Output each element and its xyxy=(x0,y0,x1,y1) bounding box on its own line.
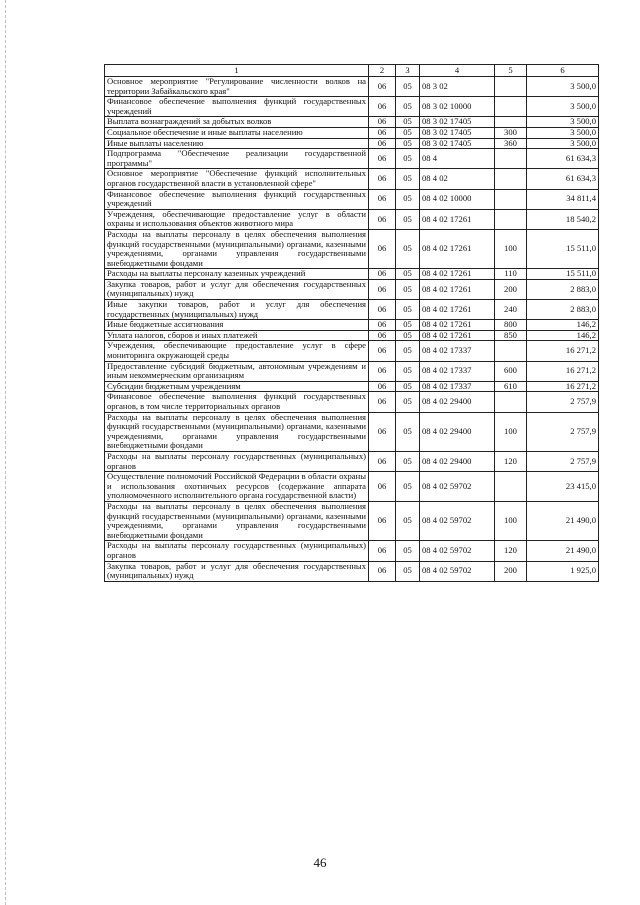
expense-type-code xyxy=(495,392,527,412)
amount: 3 500,0 xyxy=(527,77,599,97)
item-name: Расходы на выплаты персоналу государственных (муниципальных) органов xyxy=(105,541,369,561)
item-name: Осуществление полномочий Российской Федерации в области охраны и использования охотничьих ресурсов (содержание аппарата уполномоченного исполнительного органа государственной власти) xyxy=(105,472,369,502)
amount: 3 500,0 xyxy=(527,117,599,128)
subsection-code: 05 xyxy=(396,169,420,189)
expense-type-code xyxy=(495,341,527,361)
target-article-code: 08 4 02 17261 xyxy=(420,300,495,320)
page-edge xyxy=(5,0,6,905)
section-code: 06 xyxy=(369,341,396,361)
table-row xyxy=(105,77,599,97)
target-article-code: 08 4 02 xyxy=(420,169,495,189)
section-code: 06 xyxy=(369,320,396,331)
item-name: Расходы на выплаты персоналу в целях обеспечения выполнения функций государственными (муниципальными) органами, казенными учреждениями, органами управления государственными внебюджетными фондами xyxy=(105,501,369,540)
section-code: 06 xyxy=(369,330,396,341)
target-article-code: 08 3 02 xyxy=(420,77,495,97)
target-article-code: 08 4 02 17337 xyxy=(420,341,495,361)
target-article-code: 08 3 02 17405 xyxy=(420,138,495,149)
expense-type-code: 100 xyxy=(495,501,527,540)
header-col-4: 4 xyxy=(420,65,495,77)
target-article-code: 08 3 02 17405 xyxy=(420,117,495,128)
item-name: Расходы на выплаты персоналу в целях обеспечения выполнения функций государственными (муниципальными) органами, казенными учреждениями, органами управления государственными внебюджетными фондами xyxy=(105,229,369,268)
budget-table xyxy=(104,64,599,582)
target-article-code: 08 4 02 59702 xyxy=(420,541,495,561)
amount: 61 634,3 xyxy=(527,149,599,169)
amount: 146,2 xyxy=(527,320,599,331)
amount: 2 883,0 xyxy=(527,300,599,320)
amount: 2 757,9 xyxy=(527,392,599,412)
table-row xyxy=(105,269,599,280)
expense-type-code xyxy=(495,77,527,97)
amount: 3 500,0 xyxy=(527,138,599,149)
amount: 2 757,9 xyxy=(527,451,599,471)
amount: 16 271,2 xyxy=(527,381,599,392)
expense-type-code: 300 xyxy=(495,127,527,138)
section-code: 06 xyxy=(369,127,396,138)
item-name: Финансовое обеспечение выполнения функций государственных учреждений xyxy=(105,189,369,209)
amount: 1 925,0 xyxy=(527,561,599,581)
expense-type-code: 800 xyxy=(495,320,527,331)
amount: 146,2 xyxy=(527,330,599,341)
item-name: Предоставление субсидий бюджетным, автономным учреждениям и иным некоммерческим организациям xyxy=(105,361,369,381)
section-code: 06 xyxy=(369,300,396,320)
section-code: 06 xyxy=(369,392,396,412)
target-article-code: 08 4 02 17261 xyxy=(420,269,495,280)
item-name: Основное мероприятие "Регулирование численности волков на территории Забайкальского края" xyxy=(105,77,369,97)
section-code: 06 xyxy=(369,149,396,169)
subsection-code: 05 xyxy=(396,279,420,299)
subsection-code: 05 xyxy=(396,341,420,361)
table-row xyxy=(105,127,599,138)
table-row xyxy=(105,300,599,320)
subsection-code: 05 xyxy=(396,229,420,268)
expense-type-code xyxy=(495,149,527,169)
item-name: Субсидии бюджетным учреждениям xyxy=(105,381,369,392)
item-name: Закупка товаров, работ и услуг для обеспечения государственных (муниципальных) нужд xyxy=(105,561,369,581)
target-article-code: 08 4 xyxy=(420,149,495,169)
item-name: Иные выплаты населению xyxy=(105,138,369,149)
section-code: 06 xyxy=(369,472,396,502)
amount: 18 540,2 xyxy=(527,209,599,229)
amount: 15 511,0 xyxy=(527,269,599,280)
amount: 23 415,0 xyxy=(527,472,599,502)
table-row xyxy=(105,341,599,361)
table-row xyxy=(105,501,599,540)
section-code: 06 xyxy=(369,77,396,97)
subsection-code: 05 xyxy=(396,149,420,169)
expense-type-code xyxy=(495,209,527,229)
amount: 3 500,0 xyxy=(527,127,599,138)
page-number: 46 xyxy=(313,855,327,870)
header-col-5: 5 xyxy=(495,65,527,77)
expense-type-code: 240 xyxy=(495,300,527,320)
table-body xyxy=(105,77,599,582)
subsection-code: 05 xyxy=(396,320,420,331)
subsection-code: 05 xyxy=(396,269,420,280)
header-row xyxy=(105,65,599,77)
target-article-code: 08 4 02 59702 xyxy=(420,501,495,540)
target-article-code: 08 3 02 17405 xyxy=(420,127,495,138)
subsection-code: 05 xyxy=(396,209,420,229)
table-row xyxy=(105,392,599,412)
expense-type-code: 100 xyxy=(495,412,527,451)
section-code: 06 xyxy=(369,169,396,189)
subsection-code: 05 xyxy=(396,451,420,471)
expense-type-code: 600 xyxy=(495,361,527,381)
table-row xyxy=(105,541,599,561)
subsection-code: 05 xyxy=(396,127,420,138)
section-code: 06 xyxy=(369,361,396,381)
section-code: 06 xyxy=(369,501,396,540)
table-row xyxy=(105,209,599,229)
expense-type-code: 120 xyxy=(495,451,527,471)
target-article-code: 08 4 02 17261 xyxy=(420,209,495,229)
target-article-code: 08 4 02 59702 xyxy=(420,472,495,502)
subsection-code: 05 xyxy=(396,561,420,581)
target-article-code: 08 4 02 29400 xyxy=(420,412,495,451)
table-row xyxy=(105,279,599,299)
item-name: Основное мероприятие "Обеспечение функций исполнительных органов государственной власти в установленной сфере" xyxy=(105,169,369,189)
table-row xyxy=(105,169,599,189)
section-code: 06 xyxy=(369,541,396,561)
subsection-code: 05 xyxy=(396,138,420,149)
expense-type-code xyxy=(495,189,527,209)
header-col-3: 3 xyxy=(396,65,420,77)
target-article-code: 08 4 02 17261 xyxy=(420,320,495,331)
expense-type-code: 100 xyxy=(495,229,527,268)
target-article-code: 08 4 02 17337 xyxy=(420,381,495,392)
section-code: 06 xyxy=(369,412,396,451)
subsection-code: 05 xyxy=(396,412,420,451)
table-row xyxy=(105,412,599,451)
subsection-code: 05 xyxy=(396,77,420,97)
item-name: Уплата налогов, сборов и иных платежей xyxy=(105,330,369,341)
subsection-code: 05 xyxy=(396,381,420,392)
section-code: 06 xyxy=(369,561,396,581)
expense-type-code: 850 xyxy=(495,330,527,341)
section-code: 06 xyxy=(369,451,396,471)
table-row xyxy=(105,320,599,331)
header-col-1: 1 xyxy=(105,65,369,77)
section-code: 06 xyxy=(369,279,396,299)
section-code: 06 xyxy=(369,269,396,280)
table-row xyxy=(105,381,599,392)
subsection-code: 05 xyxy=(396,472,420,502)
section-code: 06 xyxy=(369,138,396,149)
table-row xyxy=(105,472,599,502)
table-row xyxy=(105,561,599,581)
expense-type-code: 120 xyxy=(495,541,527,561)
section-code: 06 xyxy=(369,189,396,209)
header-col-6: 6 xyxy=(527,65,599,77)
item-name: Расходы на выплаты персоналу в целях обеспечения выполнения функций государственными (муниципальными) органами, казенными учреждениями, органами управления государственными внебюджетными фондами xyxy=(105,412,369,451)
subsection-code: 05 xyxy=(396,392,420,412)
expense-type-code xyxy=(495,472,527,502)
item-name: Выплата вознаграждений за добытых волков xyxy=(105,117,369,128)
expense-type-code: 360 xyxy=(495,138,527,149)
section-code: 06 xyxy=(369,97,396,117)
amount: 16 271,2 xyxy=(527,361,599,381)
subsection-code: 05 xyxy=(396,501,420,540)
table-row xyxy=(105,451,599,471)
amount: 34 811,4 xyxy=(527,189,599,209)
table-row xyxy=(105,361,599,381)
section-code: 06 xyxy=(369,381,396,392)
table-row xyxy=(105,117,599,128)
table-row xyxy=(105,229,599,268)
subsection-code: 05 xyxy=(396,300,420,320)
amount: 16 271,2 xyxy=(527,341,599,361)
item-name: Иные бюджетные ассигнования xyxy=(105,320,369,331)
expense-type-code: 110 xyxy=(495,269,527,280)
target-article-code: 08 4 02 17261 xyxy=(420,229,495,268)
expense-type-code xyxy=(495,97,527,117)
target-article-code: 08 4 02 59702 xyxy=(420,561,495,581)
item-name: Закупка товаров, работ и услуг для обеспечения государственных (муниципальных) нужд xyxy=(105,279,369,299)
item-name: Учреждения, обеспечивающие предоставление услуг в сфере мониторинга окружающей среды xyxy=(105,341,369,361)
item-name: Расходы на выплаты персоналу казенных учреждений xyxy=(105,269,369,280)
section-code: 06 xyxy=(369,209,396,229)
amount: 61 634,3 xyxy=(527,169,599,189)
target-article-code: 08 4 02 17261 xyxy=(420,330,495,341)
item-name: Финансовое обеспечение выполнения функций государственных учреждений xyxy=(105,97,369,117)
subsection-code: 05 xyxy=(396,361,420,381)
subsection-code: 05 xyxy=(396,330,420,341)
target-article-code: 08 4 02 17261 xyxy=(420,279,495,299)
amount: 15 511,0 xyxy=(527,229,599,268)
target-article-code: 08 4 02 29400 xyxy=(420,392,495,412)
subsection-code: 05 xyxy=(396,117,420,128)
subsection-code: 05 xyxy=(396,541,420,561)
section-code: 06 xyxy=(369,229,396,268)
table-row xyxy=(105,149,599,169)
section-code: 06 xyxy=(369,117,396,128)
expense-type-code: 610 xyxy=(495,381,527,392)
item-name: Подпрограмма "Обеспечение реализации государственной программы" xyxy=(105,149,369,169)
item-name: Расходы на выплаты персоналу государственных (муниципальных) органов xyxy=(105,451,369,471)
expense-type-code xyxy=(495,169,527,189)
header-col-2: 2 xyxy=(369,65,396,77)
item-name: Социальное обеспечение и иные выплаты населению xyxy=(105,127,369,138)
table-header xyxy=(105,65,599,77)
table-row xyxy=(105,97,599,117)
target-article-code: 08 4 02 10000 xyxy=(420,189,495,209)
target-article-code: 08 3 02 10000 xyxy=(420,97,495,117)
item-name: Финансовое обеспечение выполнения функций государственных органов, в том числе территориальных органов xyxy=(105,392,369,412)
amount: 21 490,0 xyxy=(527,541,599,561)
item-name: Учреждения, обеспечивающие предоставление услуг в области охраны и использования объектов животного мира xyxy=(105,209,369,229)
amount: 21 490,0 xyxy=(527,501,599,540)
expense-type-code xyxy=(495,117,527,128)
target-article-code: 08 4 02 17337 xyxy=(420,361,495,381)
table-row xyxy=(105,138,599,149)
table-row xyxy=(105,330,599,341)
amount: 2 757,9 xyxy=(527,412,599,451)
expense-type-code: 200 xyxy=(495,279,527,299)
amount: 2 883,0 xyxy=(527,279,599,299)
target-article-code: 08 4 02 29400 xyxy=(420,451,495,471)
item-name: Иные закупки товаров, работ и услуг для обеспечения государственных (муниципальных) нужд xyxy=(105,300,369,320)
expense-type-code: 200 xyxy=(495,561,527,581)
subsection-code: 05 xyxy=(396,97,420,117)
table-row xyxy=(105,189,599,209)
amount: 3 500,0 xyxy=(527,97,599,117)
subsection-code: 05 xyxy=(396,189,420,209)
